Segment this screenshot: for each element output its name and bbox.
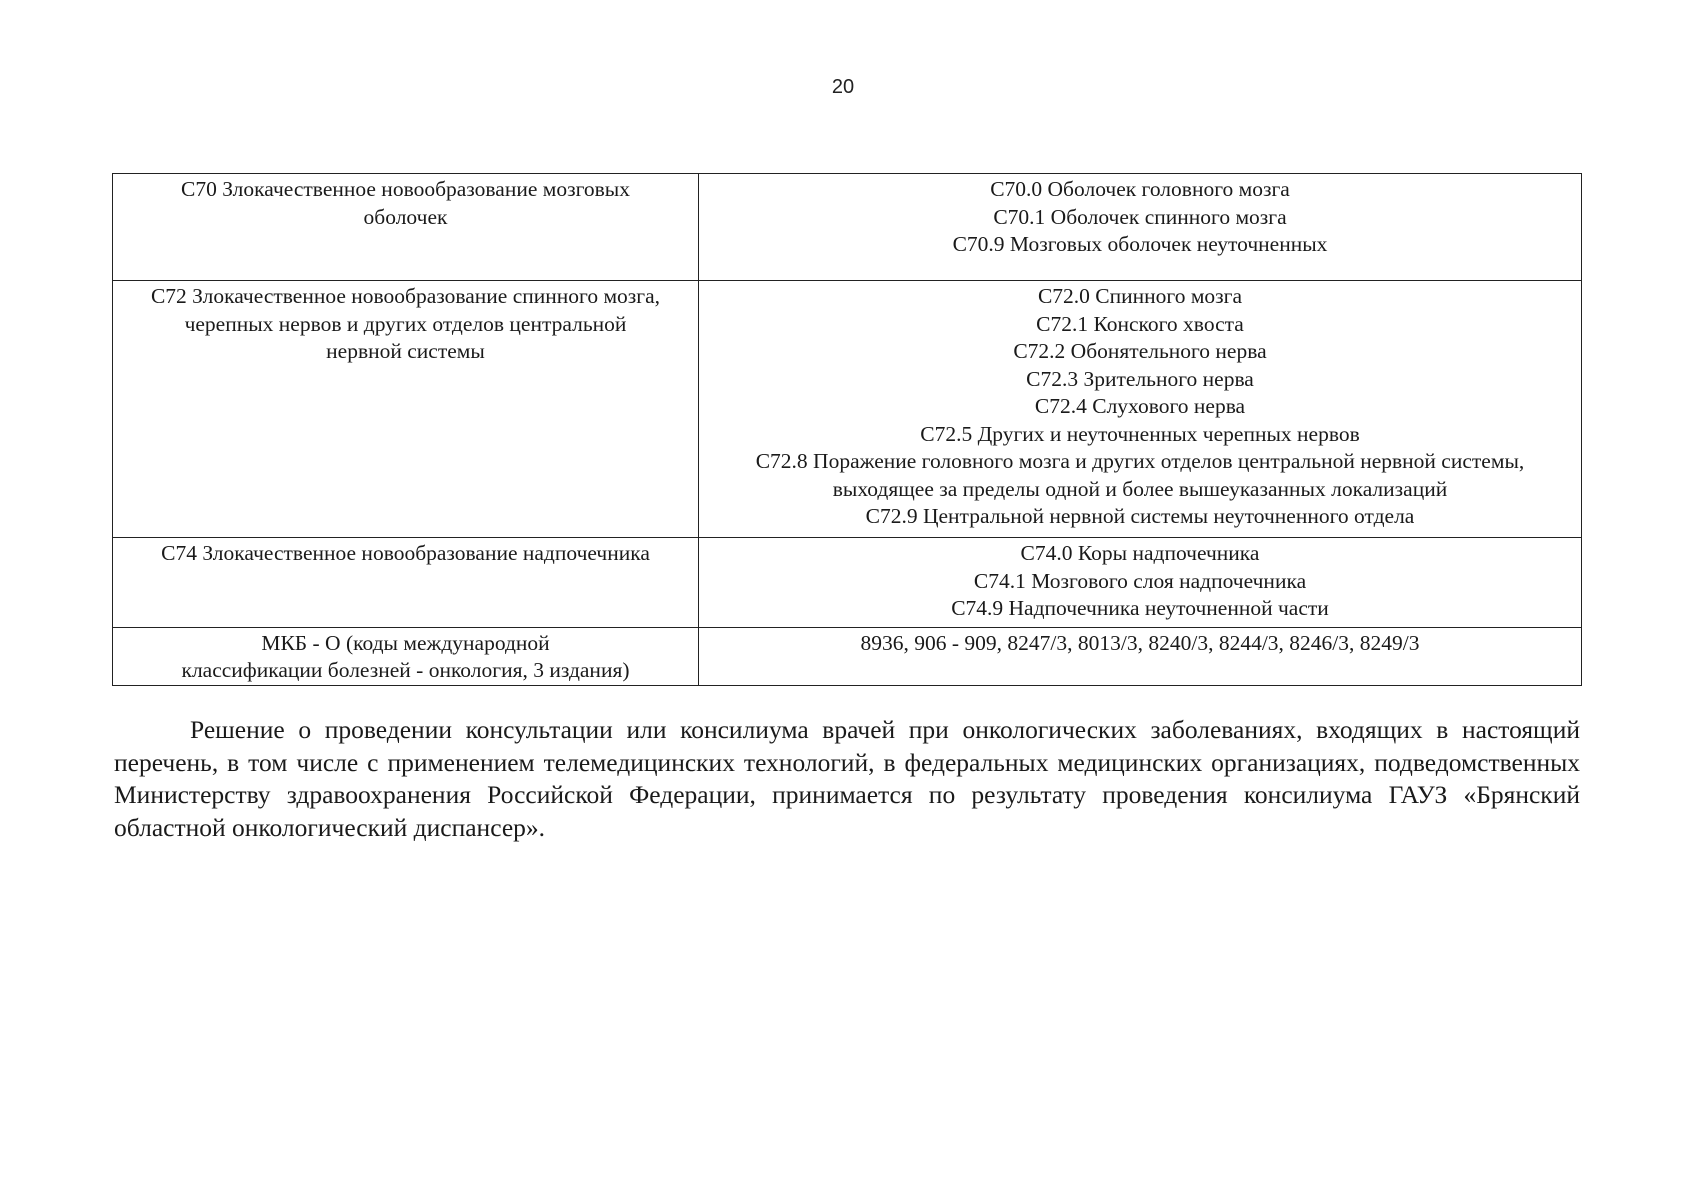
cell-line: С74 Злокачественное новообразование надпочечника <box>161 541 650 565</box>
cell-line: С70.0 Оболочек головного мозга <box>990 177 1290 201</box>
disease-group-cell <box>113 538 699 628</box>
cell-line: классификации болезней - онкология, 3 издания) <box>181 658 630 682</box>
cell-line: выходящее за пределы одной и более вышеуказанных локализаций <box>832 476 1448 501</box>
cell-line: С72.5 Других и неуточненных черепных нервов <box>920 421 1360 446</box>
cell-line: оболочек <box>363 204 448 229</box>
disease-group-cell <box>113 281 699 538</box>
cell-line: черепных нервов и других отделов центральной <box>184 311 627 336</box>
subcodes-cell <box>699 538 1582 628</box>
cell-line: С74.9 Надпочечника неуточненной части <box>951 596 1329 620</box>
table-row <box>113 627 1582 685</box>
cell-line: С72.1 Конского хвоста <box>1036 311 1244 336</box>
cell-line: С72.4 Слухового нерва <box>1034 394 1246 418</box>
subcodes-cell <box>699 281 1582 538</box>
cell-line: С74.1 Мозгового слоя надпочечника <box>973 568 1307 593</box>
cell-line: С74.0 Коры надпочечника <box>1020 541 1260 565</box>
cell-line: С72.9 Центральной нервной системы неуточненного отдела <box>865 504 1415 528</box>
disease-group-cell <box>113 627 699 685</box>
cell-line: С72.0 Спинного мозга <box>1037 284 1243 308</box>
cell-line: С72 Злокачественное новообразование спинного мозга, <box>150 284 661 308</box>
table-row <box>113 538 1582 628</box>
cell-line: С70 Злокачественное новообразование мозговых <box>180 177 630 201</box>
table-row <box>113 281 1582 538</box>
cell-line: С72.2 Обонятельного нерва <box>1013 339 1267 363</box>
cell-line: С72.3 Зрительного нерва <box>1026 366 1254 391</box>
icd-codes-table <box>112 173 1582 686</box>
cell-line: С70.1 Оболочек спинного мозга <box>993 204 1287 229</box>
cell-line: С70.9 Мозговых оболочек неуточненных <box>952 232 1328 256</box>
subcodes-cell <box>699 627 1582 685</box>
cell-line: нервной системы <box>326 339 485 363</box>
table-row <box>113 174 1582 281</box>
cell-line: С72.8 Поражение головного мозга и других отделов центральной нервной системы, <box>755 449 1525 473</box>
decision-paragraph: Решение о проведении консультации или консилиума врачей при онкологических заболеваниях, входящих в настоящий перечень, в том числе с применением телемедицинских технологий, в федеральных медицинских организациях, подведомственных Министерству здравоохранения Российской Федерации, принимается по результату проведения консилиума ГАУЗ «Брянский областной онкологический диспансер». <box>114 715 1580 842</box>
cell-line: МКБ - О (коды международной <box>261 630 550 655</box>
subcodes-cell <box>699 174 1582 281</box>
page-number: 20 <box>831 76 855 98</box>
disease-group-cell <box>113 174 699 281</box>
cell-line: 8936, 906 - 909, 8247/3, 8013/3, 8240/3, 8244/3, 8246/3, 8249/3 <box>860 630 1420 655</box>
